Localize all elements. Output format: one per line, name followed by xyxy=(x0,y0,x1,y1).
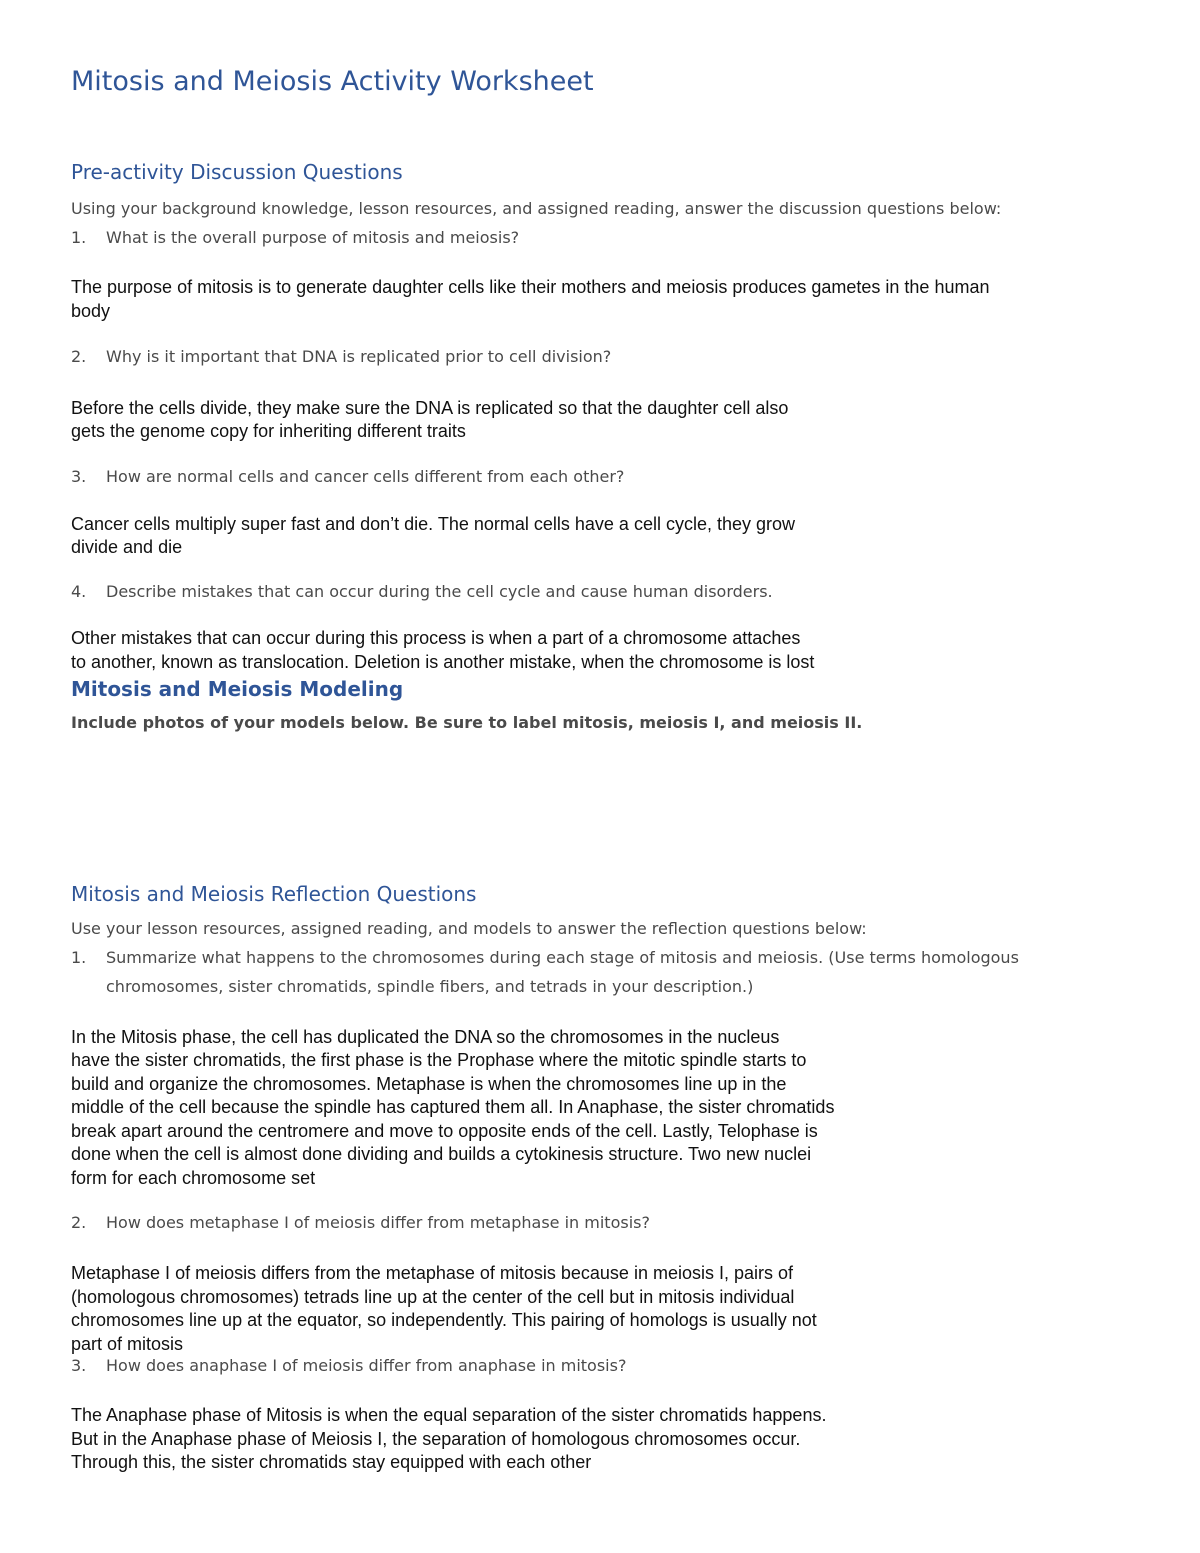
question-text: What is the overall purpose of mitosis and meiosis? xyxy=(106,228,520,247)
question-number: 3. xyxy=(71,467,87,486)
question-number: 3. xyxy=(71,1356,87,1375)
modeling-instruction: Include photos of your models below. Be sure to label mitosis, meiosis I, and meiosis II. xyxy=(71,713,863,732)
answer-line: Cancer cells multiply super fast and don’t die. The normal cells have a cell cycle, they grow xyxy=(71,514,796,534)
answer-line: body xyxy=(71,301,111,321)
answer-line: The Anaphase phase of Mitosis is when the equal separation of the sister chromatids happens. xyxy=(71,1405,827,1425)
question-number: 2. xyxy=(71,1213,87,1232)
reflection-intro: Use your lesson resources, assigned reading, and models to answer the reflection questions below: xyxy=(71,919,867,938)
answer-line: middle of the cell because the spindle has captured them all. In Anaphase, the sister chromatids xyxy=(71,1097,835,1117)
reflection-heading: Mitosis and Meiosis Reflection Questions xyxy=(71,882,477,906)
answer-line: chromosomes line up at the equator, so independently. This pairing of homologs is usually not xyxy=(71,1310,817,1330)
answer-line: divide and die xyxy=(71,537,183,557)
answer-line: In the Mitosis phase, the cell has duplicated the DNA so the chromosomes in the nucleus xyxy=(71,1027,780,1047)
answer-line: Metaphase I of meiosis differs from the metaphase of mitosis because in meiosis I, pairs of xyxy=(71,1263,793,1283)
question-number: 1. xyxy=(71,228,87,247)
answer-line: gets the genome copy for inheriting different traits xyxy=(71,421,466,441)
pre-activity-heading: Pre-activity Discussion Questions xyxy=(71,160,403,184)
question-text: How are normal cells and cancer cells different from each other? xyxy=(106,467,625,486)
question-number: 1. xyxy=(71,948,87,967)
answer-line: (homologous chromosomes) tetrads line up at the center of the cell but in mitosis individual xyxy=(71,1287,795,1307)
answer-line: have the sister chromatids, the first phase is the Prophase where the mitotic spindle starts to xyxy=(71,1050,807,1070)
pre-activity-intro: Using your background knowledge, lesson resources, and assigned reading, answer the discussion questions below: xyxy=(71,199,1002,218)
question-number: 4. xyxy=(71,582,87,601)
answer-line: Before the cells divide, they make sure the DNA is replicated so that the daughter cell also xyxy=(71,398,789,418)
answer-line: The purpose of mitosis is to generate daughter cells like their mothers and meiosis produces gametes in the human xyxy=(71,277,990,297)
question-text: How does anaphase I of meiosis differ from anaphase in mitosis? xyxy=(106,1356,627,1375)
answer-line: break apart around the centromere and move to opposite ends of the cell. Lastly, Telophase is xyxy=(71,1121,818,1141)
answer-line: But in the Anaphase phase of Meiosis I, the separation of homologous chromosomes occur. xyxy=(71,1429,801,1449)
question-text: How does metaphase I of meiosis differ from metaphase in mitosis? xyxy=(106,1213,650,1232)
answer-line: to another, known as translocation. Deletion is another mistake, when the chromosome is lost xyxy=(71,652,815,672)
question-text: Summarize what happens to the chromosomes during each stage of mitosis and meiosis. (Use terms homologous xyxy=(106,948,1019,967)
answer-line: part of mitosis xyxy=(71,1334,184,1354)
answer-line: Other mistakes that can occur during this process is when a part of a chromosome attaches xyxy=(71,628,801,648)
answer-line: form for each chromosome set xyxy=(71,1168,316,1188)
question-text: chromosomes, sister chromatids, spindle fibers, and tetrads in your description.) xyxy=(106,977,754,996)
modeling-heading: Mitosis and Meiosis Modeling xyxy=(71,677,404,701)
question-number: 2. xyxy=(71,347,87,366)
question-text: Why is it important that DNA is replicated prior to cell division? xyxy=(106,347,612,366)
page-title: Mitosis and Meiosis Activity Worksheet xyxy=(71,66,594,97)
answer-line: done when the cell is almost done dividing and builds a cytokinesis structure. Two new nuclei xyxy=(71,1144,812,1164)
question-text: Describe mistakes that can occur during the cell cycle and cause human disorders. xyxy=(106,582,773,601)
answer-line: Through this, the sister chromatids stay equipped with each other xyxy=(71,1452,592,1472)
answer-line: build and organize the chromosomes. Metaphase is when the chromosomes line up in the xyxy=(71,1074,787,1094)
